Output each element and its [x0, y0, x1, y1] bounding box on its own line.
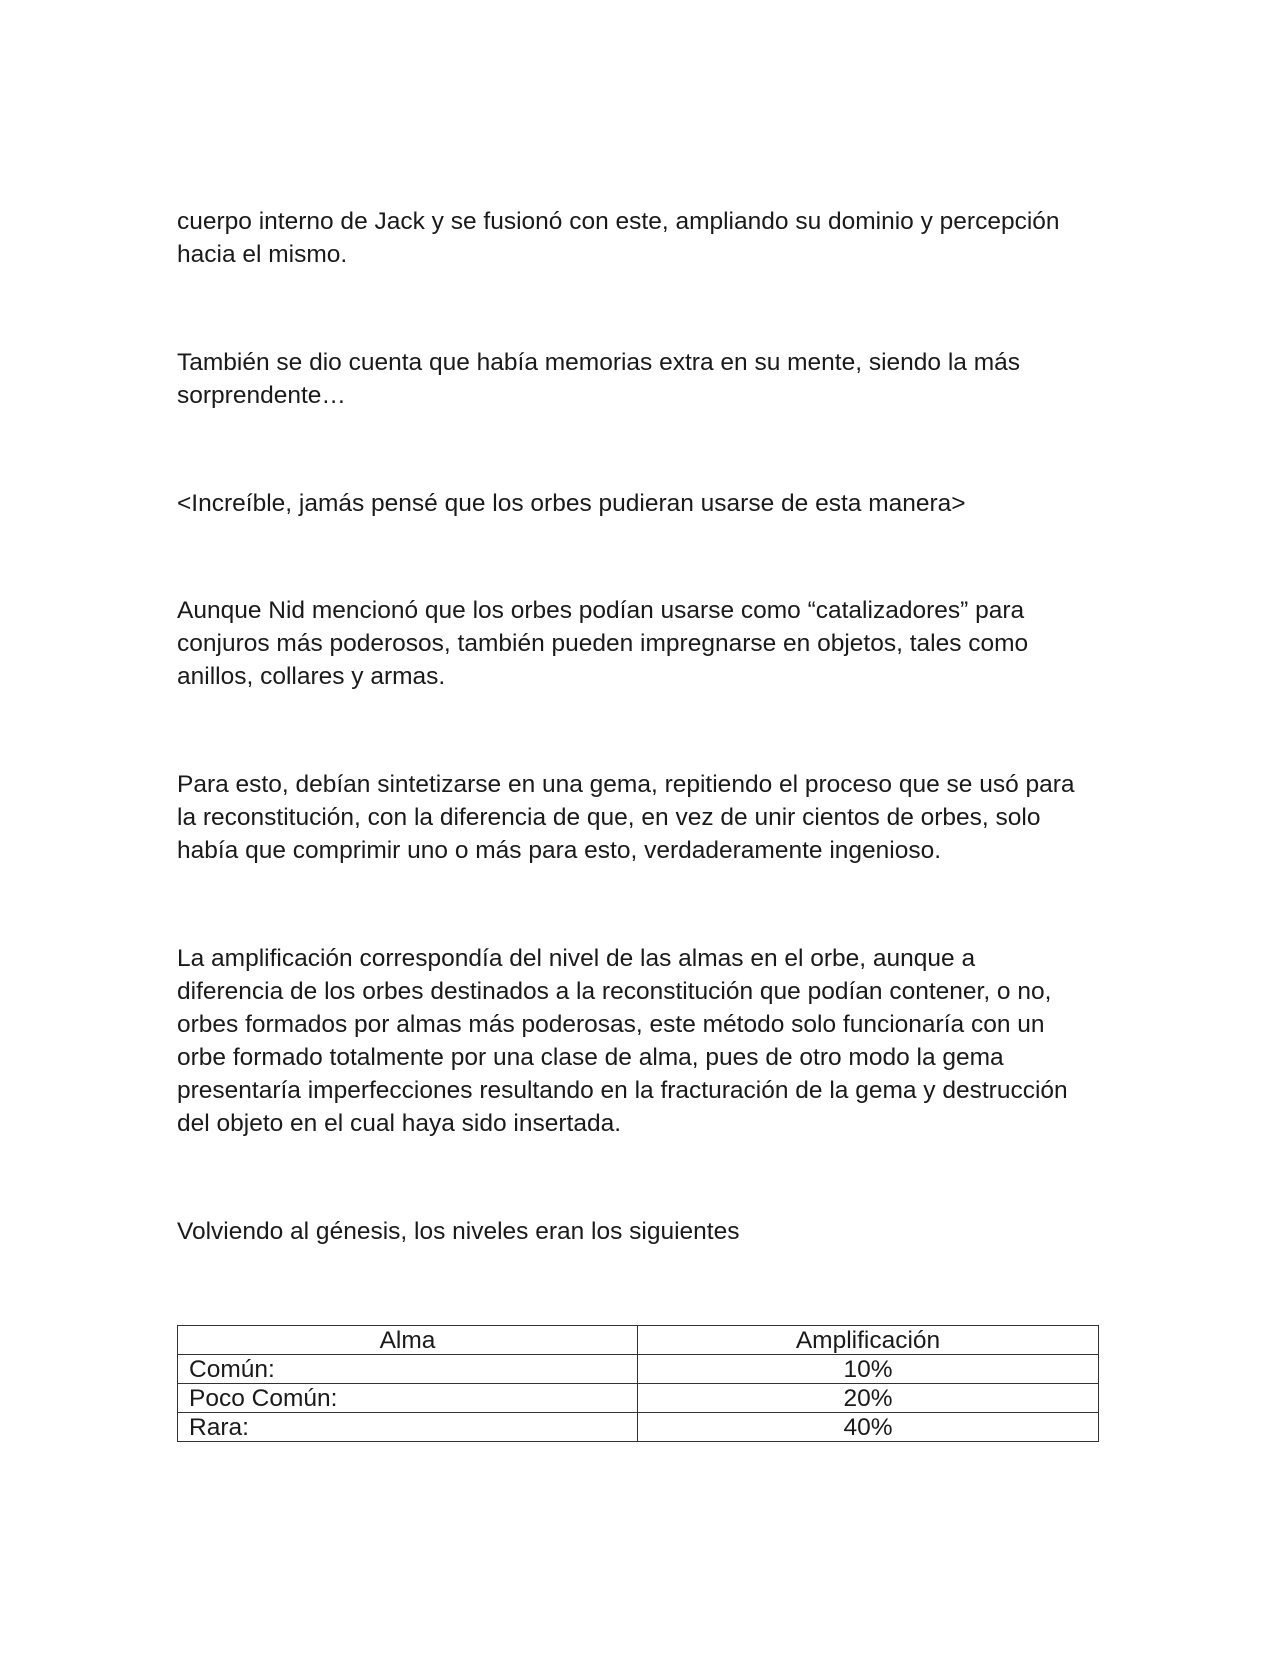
- amplification-cell: 20%: [638, 1384, 1099, 1413]
- table-row: [178, 1355, 1099, 1384]
- paragraph-3: Aunque Nid mencionó que los orbes podían usarse como “catalizadores” para conjuros más poderosos, también pueden impregnarse en objetos, tales como anillos, collares y armas.: [177, 597, 1029, 690]
- soul-cell: Poco Común:: [178, 1384, 638, 1413]
- table-row: [178, 1384, 1099, 1413]
- paragraph-2: También se dio cuenta que había memorias extra en su mente, siendo la más sorprendente…: [177, 349, 1021, 409]
- header-alma: Alma: [178, 1326, 638, 1355]
- amplification-table: [177, 1325, 1099, 1442]
- amplification-cell: 40%: [638, 1413, 1099, 1442]
- paragraph-5: La amplificación correspondía del nivel de las almas en el orbe, aunque a diferencia de los orbes destinados a la reconstitución que podían contener, o no, orbes formados por almas más poderosas, este método solo funcionaría con un orbe formado totalmente por una clase de alma, pues de otro modo la gema presentaría imperfecciones resultando en la fracturación de la gema y destrucción del objeto en el cual haya sido insertada.: [177, 945, 1068, 1137]
- amplification-cell: 10%: [638, 1355, 1099, 1384]
- paragraph-quote: <Increíble, jamás pensé que los orbes pudieran usarse de esta manera>: [177, 490, 966, 517]
- soul-cell: Común:: [178, 1355, 638, 1384]
- paragraph-4: Para esto, debían sintetizarse en una gema, repitiendo el proceso que se usó para la reconstitución, con la diferencia de que, en vez de unir cientos de orbes, solo había que comprimir uno o más para esto, verdaderamente ingenioso.: [177, 771, 1075, 864]
- table-row: [178, 1413, 1099, 1442]
- table-header-row: [178, 1326, 1099, 1355]
- paragraph-6: Volviendo al génesis, los niveles eran los siguientes: [177, 1218, 740, 1245]
- header-amplificacion: Amplificación: [638, 1326, 1099, 1355]
- soul-cell: Rara:: [178, 1413, 638, 1442]
- paragraph-1: cuerpo interno de Jack y se fusionó con este, ampliando su dominio y percepción hacia el mismo.: [177, 208, 1060, 268]
